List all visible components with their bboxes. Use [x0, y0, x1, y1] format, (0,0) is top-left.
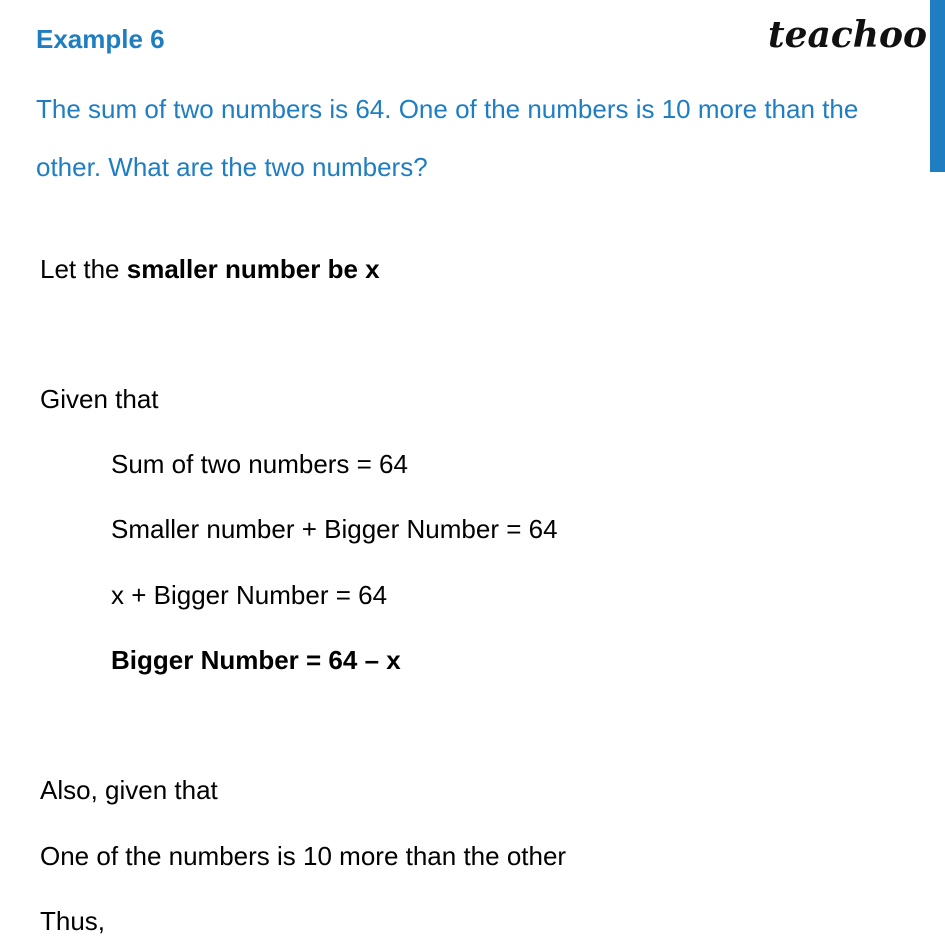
example-title: Example 6 [36, 24, 165, 54]
also-given-label: Also, given that [40, 775, 218, 805]
let-prefix: Let the [40, 254, 127, 284]
teachoo-logo: teachoo [768, 14, 927, 56]
given-that-label: Given that [40, 384, 159, 414]
step-smaller-plus-bigger: Smaller number + Bigger Number = 64 [111, 514, 558, 544]
thus-label: Thus, [40, 906, 106, 936]
step-x-plus-bigger: x + Bigger Number = 64 [111, 580, 388, 610]
step-sum: Sum of two numbers = 64 [111, 449, 408, 479]
step-bigger-number: Bigger Number = 64 – x [111, 645, 401, 675]
let-statement [40, 254, 380, 285]
condition-text: One of the numbers is 10 more than the other [40, 841, 567, 871]
question-text: The sum of two numbers is 64. One of the numbers is 10 more than the other. What are the two numbers? [36, 94, 859, 182]
scrollbar-thumb[interactable] [930, 0, 945, 172]
let-bold: smaller number be x [126, 254, 380, 284]
